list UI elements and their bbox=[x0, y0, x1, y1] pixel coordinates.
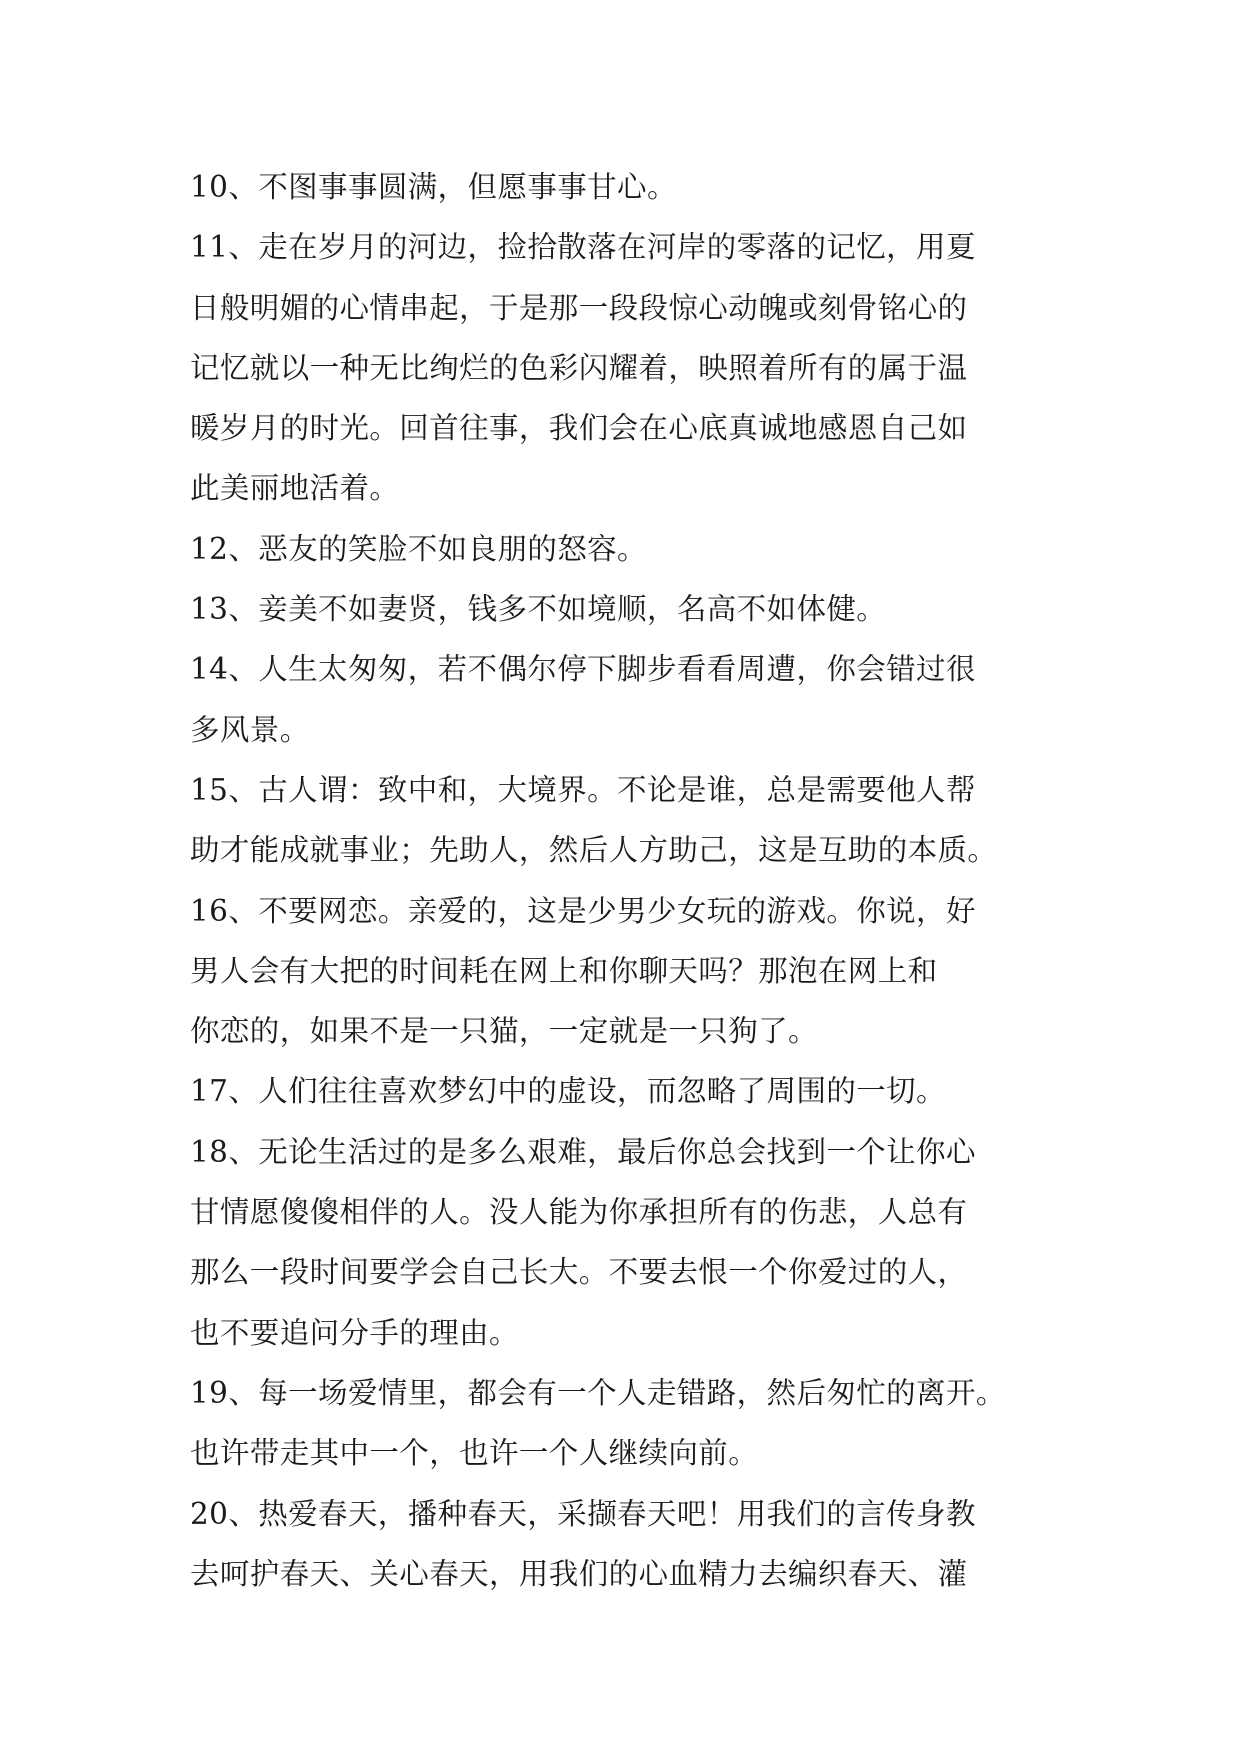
text-line: 男人会有大把的时间耗在网上和你聊天吗？那泡在网上和 bbox=[190, 953, 938, 988]
text-line: 助才能成就事业；先助人，然后人方助己，这是互助的本质。 bbox=[190, 833, 998, 868]
text-line: 19、每一场爱情里，都会有一个人走错路，然后匆忙的离开。 bbox=[190, 1375, 1006, 1410]
text-line: 10、不图事事圆满，但愿事事甘心。 bbox=[190, 170, 677, 204]
text-line: 20、热爱春天，播种春天，采撷春天吧！用我们的言传身教 bbox=[190, 1496, 976, 1531]
text-line: 16、不要网恋。亲爱的，这是少男少女玩的游戏。你说，好 bbox=[190, 893, 976, 928]
text-line: 记忆就以一种无比绚烂的色彩闪耀着，映照着所有的属于温 bbox=[190, 350, 968, 385]
text-line: 暖岁月的时光。回首往事，我们会在心底真诚地感恩自己如 bbox=[190, 411, 968, 446]
text-line: 17、人们往往喜欢梦幻中的虚设，而忽略了周围的一切。 bbox=[190, 1074, 946, 1109]
text-line: 你恋的，如果不是一只猫，一定就是一只狗了。 bbox=[190, 1014, 818, 1049]
text-line: 那么一段时间要学会自己长大。不要去恨一个你爱过的人， bbox=[190, 1255, 968, 1290]
text-line: 也不要追问分手的理由。 bbox=[190, 1315, 519, 1350]
text-line: 14、人生太匆匆，若不偶尔停下脚步看看周遭，你会错过很 bbox=[190, 652, 976, 687]
text-line: 此美丽地活着。 bbox=[190, 471, 400, 506]
text-line: 13、妾美不如妻贤，钱多不如境顺，名高不如体健。 bbox=[190, 592, 887, 627]
text-line: 15、古人谓：致中和，大境界。不论是谁，总是需要他人帮 bbox=[190, 772, 976, 807]
text-line: 去呵护春天、关心春天，用我们的心血精力去编织春天、灌 bbox=[190, 1556, 968, 1591]
text-line: 也许带走其中一个，也许一个人继续向前。 bbox=[190, 1436, 759, 1471]
text-line: 多风景。 bbox=[190, 712, 310, 747]
text-line: 18、无论生活过的是多么艰难，最后你总会找到一个让你心 bbox=[190, 1134, 976, 1169]
text-line: 12、恶友的笑脸不如良朋的怒容。 bbox=[190, 531, 647, 566]
text-line: 11、走在岁月的河边，捡拾散落在河岸的零落的记忆，用夏 bbox=[190, 230, 976, 265]
document-body bbox=[190, 157, 1070, 1604]
text-line: 日般明媚的心情串起，于是那一段段惊心动魄或刻骨铭心的 bbox=[190, 290, 968, 325]
text-line: 甘情愿傻傻相伴的人。没人能为你承担所有的伤悲，人总有 bbox=[190, 1195, 968, 1230]
